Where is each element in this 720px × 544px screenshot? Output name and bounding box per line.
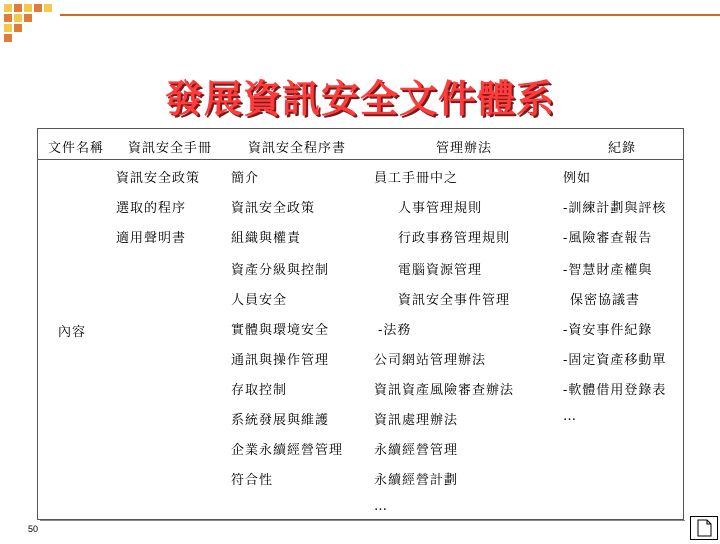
manual-item: 選取的程序 [116,201,187,216]
square [14,14,22,22]
procedure-item: 資產分級與控制 [231,263,330,278]
method-item: 行政事務管理規則 [398,231,511,246]
method-item: 人事管理規則 [398,201,483,216]
page-title: 發展資訊安全文件體系 [164,76,555,121]
row-label: 內容 [58,325,87,340]
decorative-squares [0,0,60,40]
method-item: 員工手冊中之 [374,171,459,186]
document-table [37,128,684,520]
square [4,4,12,12]
square [14,4,22,12]
square [24,14,32,22]
method-item: 資訊資產風險審查辦法 [374,383,515,398]
procedure-item: 人員安全 [231,293,288,308]
page-number: 50 [28,524,39,534]
record-item: -風險審查報告 [563,231,653,246]
square [4,14,12,22]
header-doc-name: 文件名稱 [48,141,105,156]
procedure-item: 存取控制 [231,383,288,398]
method-item: -法務 [378,323,412,338]
record-item: -資安事件紀錄 [563,323,653,338]
square [4,34,12,42]
method-item: 永續經營計劃 [374,473,459,488]
header-procedure: 資訊安全程序書 [248,141,347,156]
method-item: 永續經營管理 [374,443,459,458]
record-item: -軟體借用登錄表 [563,383,667,398]
procedure-item: 簡介 [231,171,260,186]
header-rule [60,14,720,16]
header-methods: 管理辦法 [436,141,493,156]
procedure-item: 組織與權責 [231,231,302,246]
procedure-item: 通訊與操作管理 [231,353,330,368]
record-item: … [563,409,577,424]
header-records: 紀錄 [608,141,637,156]
record-item: -固定資產移動單 [563,353,667,368]
record-item: -訓練計劃與評核 [563,201,667,216]
document-icon[interactable] [690,516,718,540]
footer-rule [40,520,685,521]
procedure-item: 系統發展與維護 [231,413,330,428]
header-divider [38,159,683,160]
record-item: -智慧財產權與 [563,263,653,278]
record-item: 保密協議書 [570,293,641,308]
header-manual: 資訊安全手冊 [128,141,213,156]
procedure-item: 實體與環境安全 [231,323,330,338]
method-item: 資訊安全事件管理 [398,293,511,308]
square [24,4,32,12]
square [44,4,52,12]
procedure-item: 資訊安全政策 [231,201,316,216]
procedure-item: 企業永續經營管理 [231,443,344,458]
square [34,4,42,12]
manual-item: 適用聲明書 [116,231,187,246]
square [4,24,12,32]
method-item: … [374,499,388,514]
square [14,24,22,32]
manual-item: 資訊安全政策 [116,171,201,186]
method-item: 資訊處理辦法 [374,413,459,428]
method-item: 電腦資源管理 [398,263,483,278]
method-item: 公司網站管理辦法 [374,353,487,368]
record-item: 例如 [563,171,592,186]
procedure-item: 符合性 [231,473,274,488]
